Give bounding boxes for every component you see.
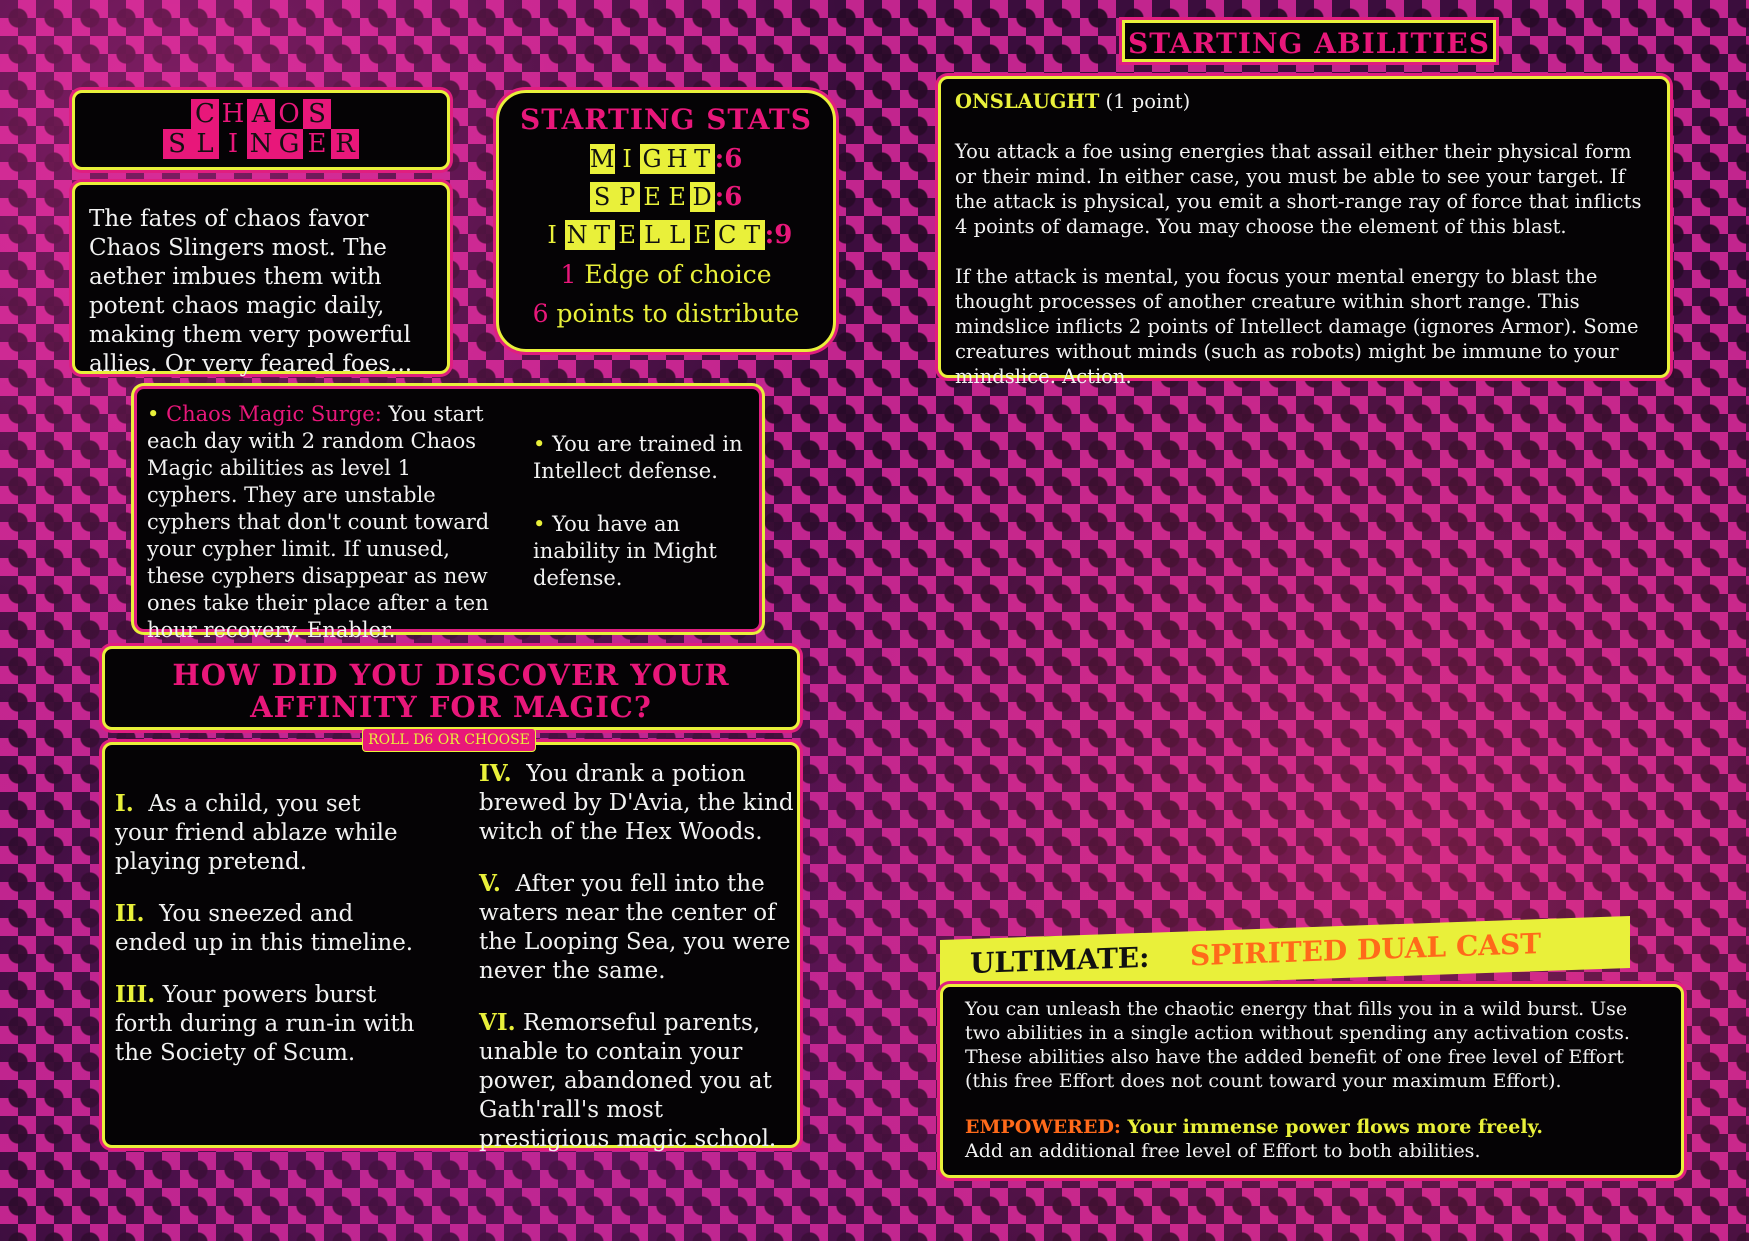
stat-letter: G bbox=[640, 144, 665, 174]
stat-letter: E bbox=[665, 182, 690, 212]
intro-text: The fates of chaos favor Chaos Slingers most. The aether imbues them with potent chaos magic daily, making them very powerful allies. Or very feared foes... bbox=[72, 182, 450, 374]
stat-letter: T bbox=[590, 220, 615, 250]
entry-number: II. bbox=[115, 900, 145, 927]
might-value: :6 bbox=[714, 144, 743, 174]
discover-entry bbox=[479, 869, 795, 986]
entry-number: I. bbox=[115, 790, 134, 817]
roll-badge: ROLL D6 OR CHOOSE bbox=[362, 728, 536, 752]
stat-letter: C bbox=[715, 220, 740, 250]
entry-text: You drank a potion brewed by D'Avia, the kind witch of the Hex Woods. bbox=[479, 761, 794, 845]
entry-text: Remorseful parents, unable to contain your power, abandoned you at Gath'rall's most prestigious magic school. bbox=[479, 1010, 777, 1152]
entry-number: VI. bbox=[479, 1009, 516, 1036]
stat-letter: E bbox=[690, 220, 715, 250]
letter-tile: O bbox=[275, 99, 303, 129]
discover-column-1 bbox=[115, 789, 415, 1090]
empowered-text: Add an additional free level of Effort to both abilities. bbox=[965, 1140, 1481, 1162]
onslaught-name: ONSLAUGHT bbox=[955, 90, 1100, 113]
entry-number: V. bbox=[479, 870, 501, 897]
stat-letter: E bbox=[640, 182, 665, 212]
stat-letter: I bbox=[540, 220, 565, 250]
defense-traits bbox=[533, 431, 753, 592]
discover-entry bbox=[115, 980, 415, 1068]
bullet-icon: • bbox=[533, 432, 553, 456]
stat-letter: E bbox=[615, 220, 640, 250]
discover-entry bbox=[115, 899, 415, 958]
stat-letter: T bbox=[740, 220, 765, 250]
discover-table bbox=[102, 742, 800, 1152]
entry-text: As a child, you set your friend ablaze while playing pretend. bbox=[115, 791, 398, 875]
onslaught-heading bbox=[955, 89, 1653, 114]
ultimate-label: ULTIMATE: bbox=[970, 940, 1150, 981]
starting-abilities-title: STARTING ABILITIES bbox=[1122, 20, 1496, 62]
intellect-value: :9 bbox=[764, 220, 793, 250]
stat-letter: S bbox=[590, 182, 615, 212]
letter-tile: N bbox=[247, 129, 275, 159]
points-text: points to distribute bbox=[548, 299, 800, 328]
onslaught-para1: You attack a foe using energies that assail either their physical form or their mind. In either case, you must be able to see your target. If the attack is physical, you emit a short-range ray of force that inflicts 4 points of damage. You may choose the element of this blast. bbox=[955, 140, 1642, 238]
edge-number: 1 bbox=[560, 260, 577, 289]
trained-trait bbox=[533, 431, 753, 485]
bullet-icon: • bbox=[147, 402, 167, 426]
entry-text: After you fell into the waters near the center of the Looping Sea, you were never the same. bbox=[479, 871, 791, 984]
inability-trait bbox=[533, 511, 753, 592]
edge-text: Edge of choice bbox=[576, 260, 772, 289]
stat-letter: L bbox=[640, 220, 665, 250]
letter-tile: L bbox=[191, 129, 219, 159]
stat-letter: T bbox=[690, 144, 715, 174]
surge-text: You start each day with 2 random Chaos Magic abilities as level 1 cyphers. They are unstable cyphers that don't count toward your cypher limit. If unused, these cyphers disappear as new ones take their place after a ten hour recovery. Enabler. bbox=[147, 402, 490, 642]
stat-letter: P bbox=[615, 182, 640, 212]
discover-title bbox=[105, 659, 797, 723]
onslaught-cost: (1 point) bbox=[1099, 90, 1191, 113]
discover-title-line2: AFFINITY FOR MAGIC? bbox=[250, 690, 652, 724]
letter-tile: H bbox=[219, 99, 247, 129]
entry-text: You sneezed and ended up in this timeline. bbox=[115, 901, 414, 956]
empowered-block bbox=[965, 1115, 1659, 1163]
letter-tile: E bbox=[303, 129, 331, 159]
onslaught-panel bbox=[938, 76, 1670, 388]
intellect-stat bbox=[499, 220, 833, 250]
entry-text: Your powers burst forth during a run-in with the Society of Scum. bbox=[115, 982, 415, 1066]
stat-letter: N bbox=[566, 221, 588, 249]
speed-stat bbox=[499, 182, 833, 212]
empowered-label: EMPOWERED: bbox=[965, 1116, 1121, 1138]
onslaught-para2: If the attack is mental, you focus your mental energy to blast the thought processes of another creature within short range. This mindslice inflicts 2 points of Intellect damage (ignores Armor). Some creatures without minds (such as robots) might be immune to your mindslice. Action. bbox=[955, 265, 1639, 388]
letter-tile: S bbox=[303, 99, 331, 129]
discover-entry bbox=[115, 789, 415, 877]
discover-header bbox=[102, 646, 800, 730]
stat-letter: M bbox=[589, 145, 615, 173]
discover-entry bbox=[479, 1008, 795, 1154]
entry-number: IV. bbox=[479, 760, 512, 787]
bullet-icon: • bbox=[533, 512, 553, 536]
letter-tile: G bbox=[275, 129, 303, 159]
ultimate-banner bbox=[940, 916, 1630, 992]
discover-title-line1: HOW DID YOU DISCOVER YOUR bbox=[172, 658, 730, 692]
ultimate-panel bbox=[940, 984, 1684, 1178]
points-line bbox=[499, 299, 833, 328]
stat-letter: L bbox=[665, 220, 690, 250]
empowered-tag: Your immense power flows more freely. bbox=[1120, 1116, 1544, 1138]
trained-text: You are trained in Intellect defense. bbox=[533, 432, 743, 483]
stats-title: STARTING STATS bbox=[520, 103, 812, 136]
letter-tile: I bbox=[219, 129, 247, 159]
might-stat bbox=[499, 144, 833, 174]
edge-line bbox=[499, 260, 833, 289]
inability-text: You have an inability in Might defense. bbox=[533, 512, 717, 590]
stat-letter: H bbox=[665, 144, 690, 174]
letter-tile: C bbox=[191, 99, 219, 129]
letter-tile: R bbox=[331, 129, 359, 159]
surge-trait bbox=[147, 401, 497, 644]
surge-label: Chaos Magic Surge: bbox=[166, 402, 382, 426]
class-name-panel bbox=[72, 90, 450, 170]
starting-stats-panel bbox=[496, 90, 836, 352]
stat-letter: D bbox=[690, 182, 715, 212]
class-name-line2 bbox=[75, 129, 447, 159]
points-number: 6 bbox=[532, 299, 549, 328]
ultimate-text: You can unleash the chaotic energy that fills you in a wild burst. Use two abilities in a single action without spending any activation costs. These abilities also have the added benefit of one free level of Effort (this free Effort does not count toward your maximum Effort). bbox=[965, 998, 1630, 1092]
letter-tile: S bbox=[163, 129, 191, 159]
class-name-line1 bbox=[75, 99, 447, 129]
traits-panel bbox=[134, 386, 762, 642]
ultimate-name: SPIRITED DUAL CAST bbox=[1190, 927, 1542, 973]
entry-number: III. bbox=[115, 981, 156, 1008]
letter-tile: A bbox=[247, 99, 275, 129]
speed-value: :6 bbox=[714, 182, 743, 212]
discover-entry bbox=[479, 759, 795, 847]
stat-letter: I bbox=[615, 144, 640, 174]
discover-column-2 bbox=[479, 759, 795, 1176]
